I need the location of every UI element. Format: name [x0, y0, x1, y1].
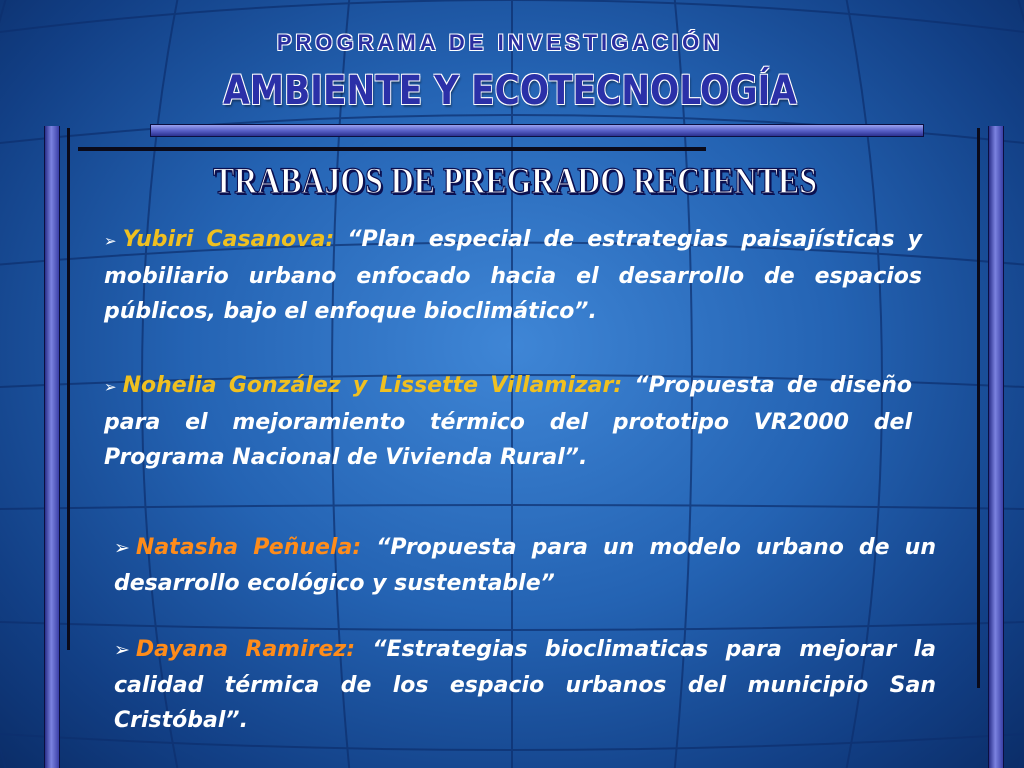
list-item [114, 632, 936, 738]
left-divider-line [67, 128, 70, 650]
item-author: Yubiri Casanova: [122, 227, 335, 252]
arrow-bullet-icon: ➢ [114, 537, 130, 559]
arrow-bullet-icon: ➢ [104, 378, 117, 396]
list-item [104, 368, 912, 475]
page-title: AMBIENTE Y ECOTECNOLOGÍA [223, 68, 797, 114]
program-label: PROGRAMA DE INVESTIGACIÓN [276, 30, 724, 55]
subtitle-overline [78, 147, 706, 151]
arrow-bullet-icon: ➢ [104, 232, 117, 250]
right-decorative-pillar [988, 126, 1004, 768]
title-underline-bar [150, 124, 924, 137]
left-decorative-pillar [44, 126, 60, 768]
item-title: “Propuesta de diseño para el mejoramiento térmico del prototipo VR2000 del Programa Nacional de Vivienda Rural”. [104, 373, 912, 470]
item-title: “Propuesta para un modelo urbano de un desarrollo ecológico y sustentable” [114, 535, 936, 596]
item-author: Natasha Peñuela: [135, 535, 362, 560]
list-item [114, 530, 936, 601]
arrow-bullet-icon: ➢ [114, 639, 130, 661]
item-author: Nohelia González y Lissette Villamizar: [122, 373, 623, 398]
section-subtitle: TRABAJOS DE PREGRADO RECIENTES [213, 161, 817, 202]
item-title: “Plan especial de estrategias paisajísticas y mobiliario urbano enfocado hacia el desarrollo de espacios públicos, bajo el enfoque bioclimático”. [104, 227, 922, 324]
item-title: “Estrategias bioclimaticas para mejorar la calidad térmica de los espacio urbanos del municipio San Cristóbal”. [114, 637, 936, 733]
right-divider-line [977, 128, 980, 688]
list-item [104, 222, 922, 329]
item-author: Dayana Ramirez: [135, 637, 356, 662]
